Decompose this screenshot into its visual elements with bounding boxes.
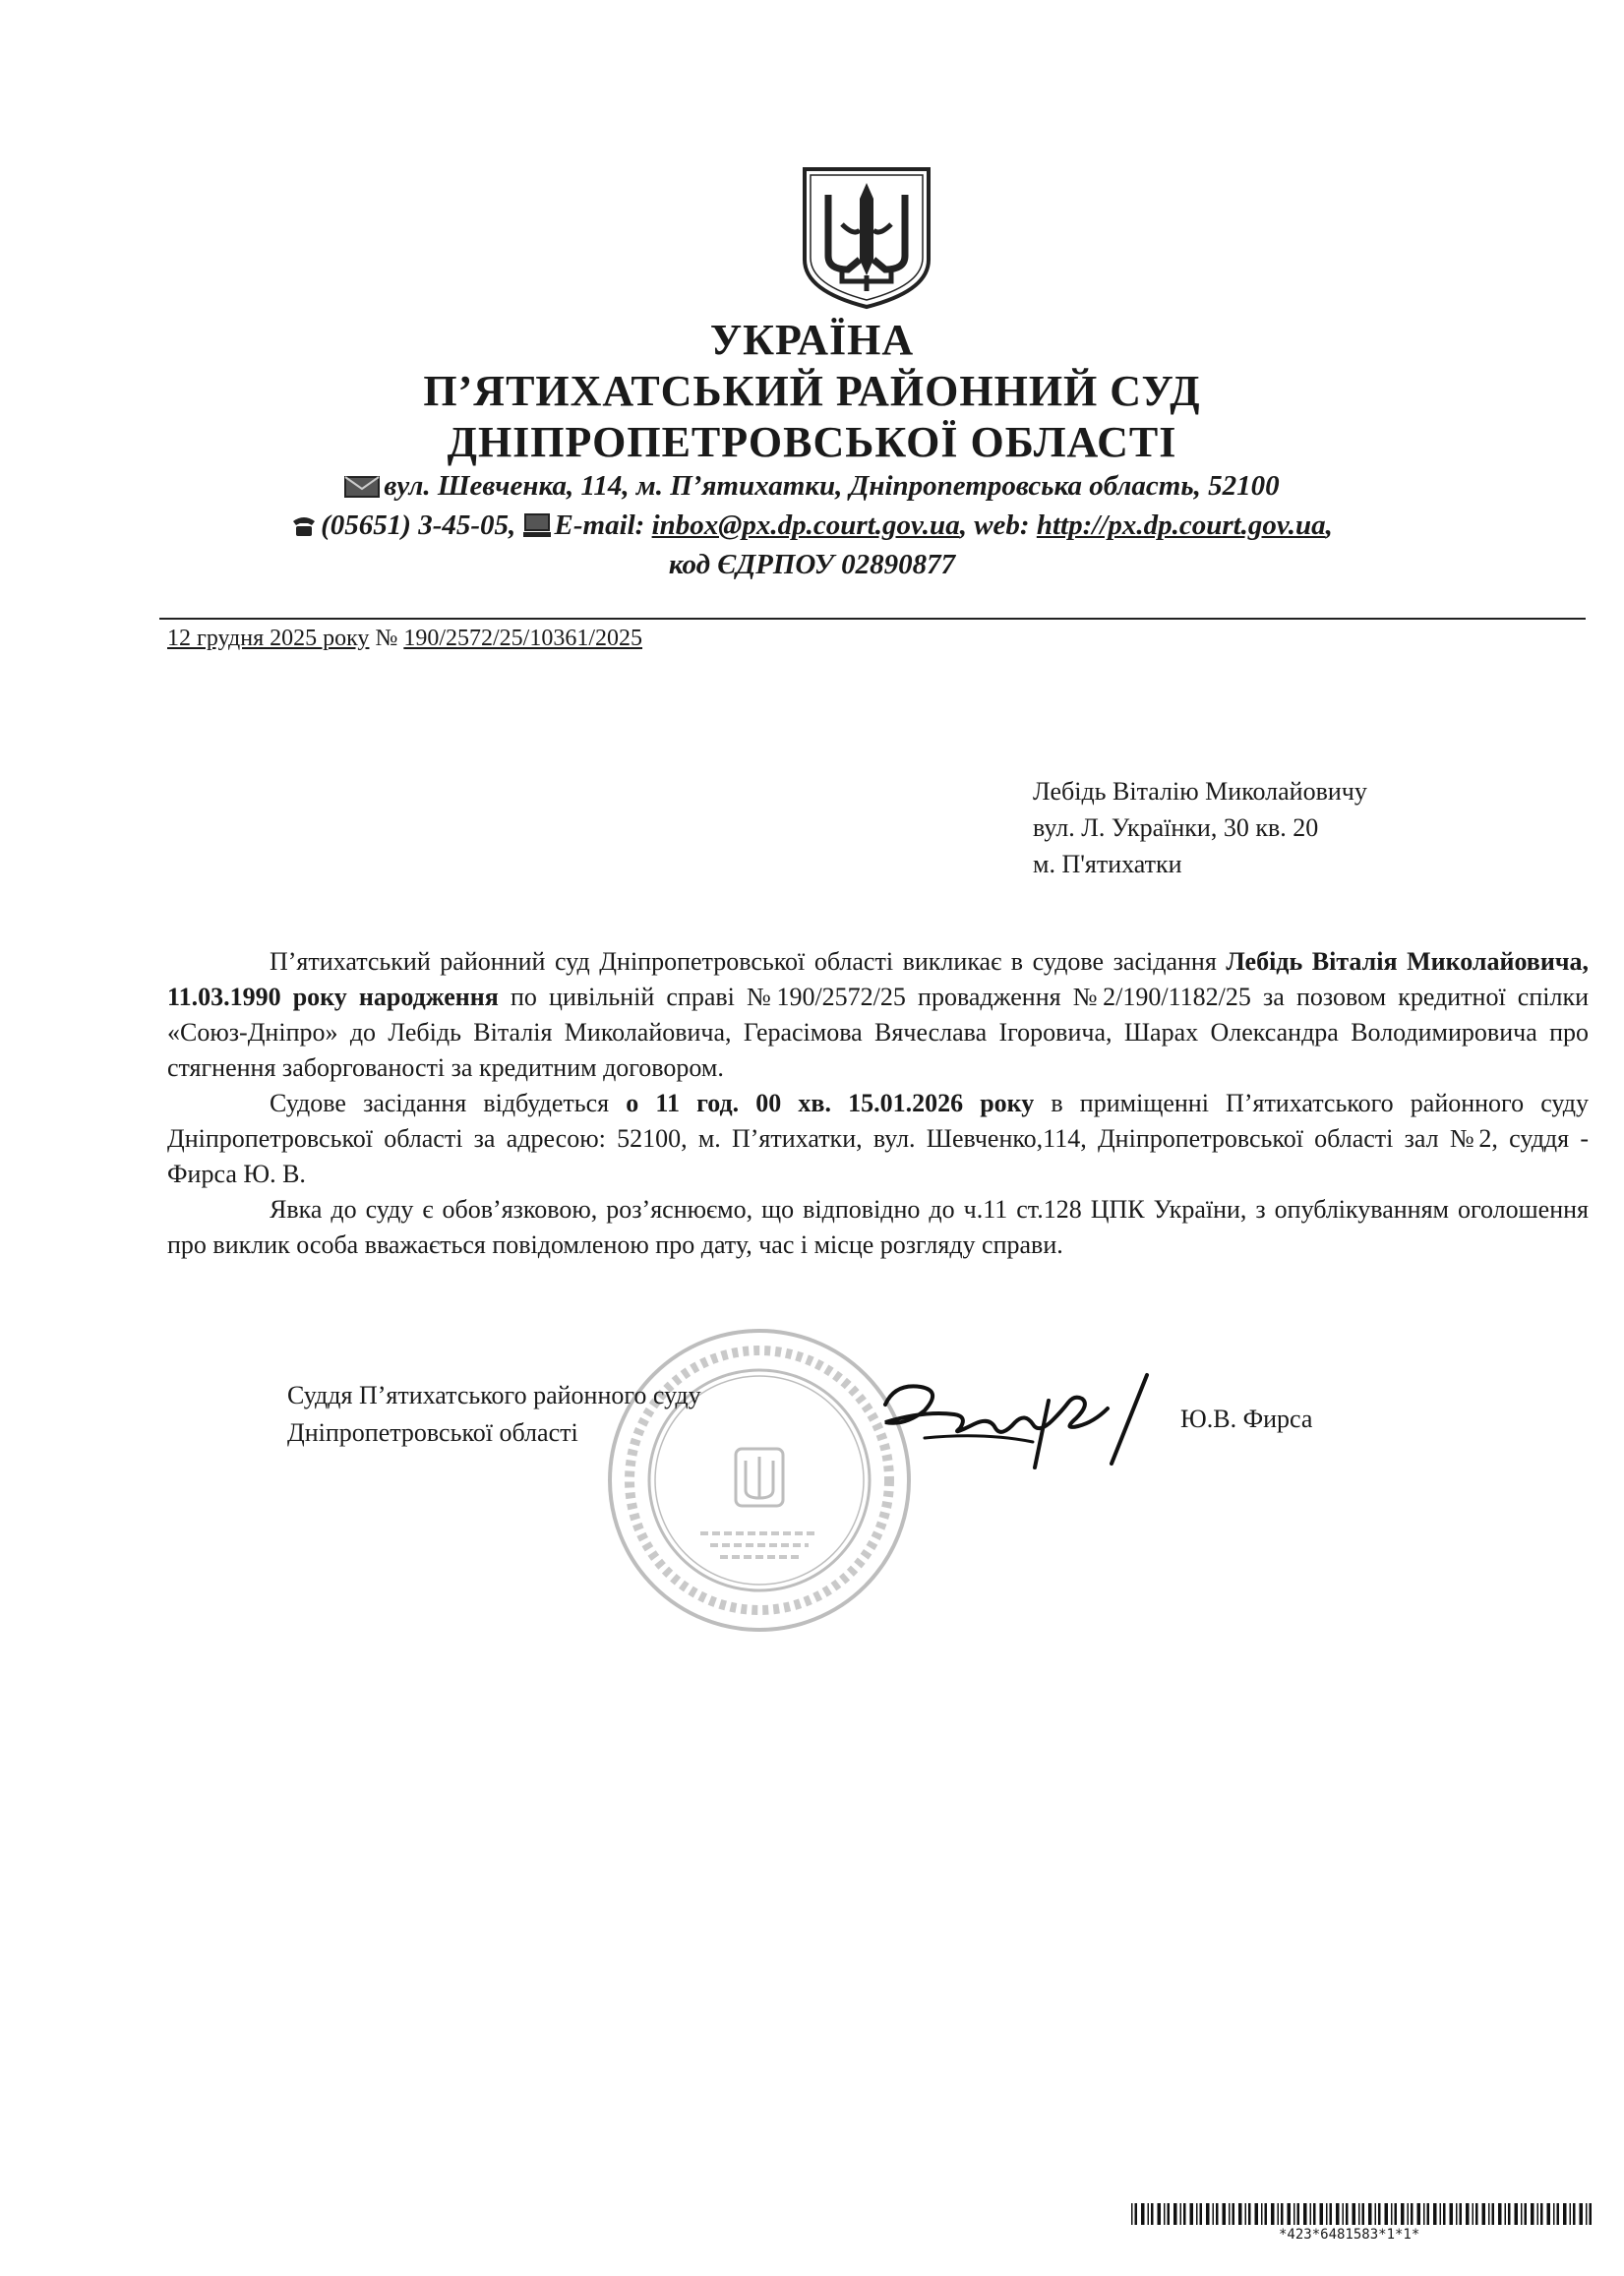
computer-icon <box>523 513 551 537</box>
country-title: УКРАЇНА <box>709 316 915 364</box>
summoned-person: Лебідь Віталія Миколайовича, 11.03.1990 року народження <box>167 947 1589 1011</box>
summons-paragraph-2: Судове засідання відбудеться о 11 год. 00 хв. 15.01.2026 року в приміщенні П’ятихатського районного суду Дніпропетровської області за адресою: 52100, м. П’ятихатки, вул. Шевченко,114, Дніпропетровської області зал №2, суддя - Фирса Ю. В. <box>167 1089 1589 1188</box>
envelope-icon <box>344 476 380 498</box>
court-contacts-line: (05651) 3-45-05, E-mail: inbox@px.dp.court.gov.ua, web: http://px.dp.court.gov.ua, <box>0 509 1624 542</box>
court-name-line1: П’ЯТИХАТСЬКИЙ РАЙОННИЙ СУД <box>423 367 1201 415</box>
phone-icon <box>291 515 317 537</box>
email-link[interactable]: inbox@px.dp.court.gov.ua <box>651 509 960 541</box>
document-date: 12 грудня 2025 року <box>167 626 370 651</box>
judge-title-line1: Суддя П’ятихатського районного суду <box>287 1381 701 1409</box>
barcode-block <box>1131 2203 1603 2243</box>
header-divider <box>159 618 1586 620</box>
recipient-city: м. П'ятихатки <box>1033 850 1182 878</box>
number-sign: № <box>375 626 398 651</box>
barcode-text: *423*6481583*1*1* <box>1279 2227 1420 2243</box>
web-label: , web: <box>959 509 1030 541</box>
recipient-block <box>1033 773 1367 882</box>
edrpou-code: код ЄДРПОУ 02890877 <box>668 549 956 580</box>
court-address: вул. Шевченка, 114, м. П’ятихатки, Дніпропетровська область, 52100 <box>384 470 1280 502</box>
court-name-line2: ДНІПРОПЕТРОВСЬКОЇ ОБЛАСТІ <box>447 418 1177 466</box>
document-number: 190/2572/25/10361/2025 <box>403 626 643 651</box>
summons-body <box>167 944 1589 1263</box>
phone-number: (05651) 3-45-05, <box>321 509 516 541</box>
judge-name: Ю.В. Фирса <box>1180 1405 1313 1433</box>
website-link[interactable]: http://px.dp.court.gov.ua <box>1036 509 1326 541</box>
recipient-name: Лебідь Віталію Миколайовичу <box>1033 777 1367 806</box>
hearing-datetime: о 11 год. 00 хв. 15.01.2026 року <box>626 1089 1035 1117</box>
handwritten-signature <box>866 1365 1161 1473</box>
judge-title <box>287 1377 701 1452</box>
recipient-street: вул. Л. Українки, 30 кв. 20 <box>1033 813 1319 842</box>
court-address-line <box>0 470 1624 503</box>
coat-of-arms-icon <box>799 165 934 311</box>
document-reference <box>167 626 642 652</box>
email-label: E-mail: <box>554 509 645 541</box>
barcode <box>1131 2203 1595 2225</box>
summons-paragraph-1: П’ятихатський районний суд Дніпропетровської області викликає в судове засідання Лебідь Віталія Миколайовича, 11.03.1990 року народження по цивільній справі №190/2572/25 провадження №2/190/1182/25 за позовом кредитної спілки «Союз-Дніпро» до Лебідь Віталія Миколайовича, Герасімова Вячеслава Ігоровича, Шарах Олександра Володимировича про стягнення заборгованості за кредитним договором. <box>167 947 1589 1082</box>
judge-title-line2: Дніпропетровської області <box>287 1418 578 1447</box>
summons-paragraph-3: Явка до суду є обов’язковою, роз’яснюємо, що відповідно до ч.11 ст.128 ЦПК України, з опублікуванням оголошення про виклик особа вважається повідомленою про дату, час і місце розгляду справи. <box>167 1195 1589 1259</box>
